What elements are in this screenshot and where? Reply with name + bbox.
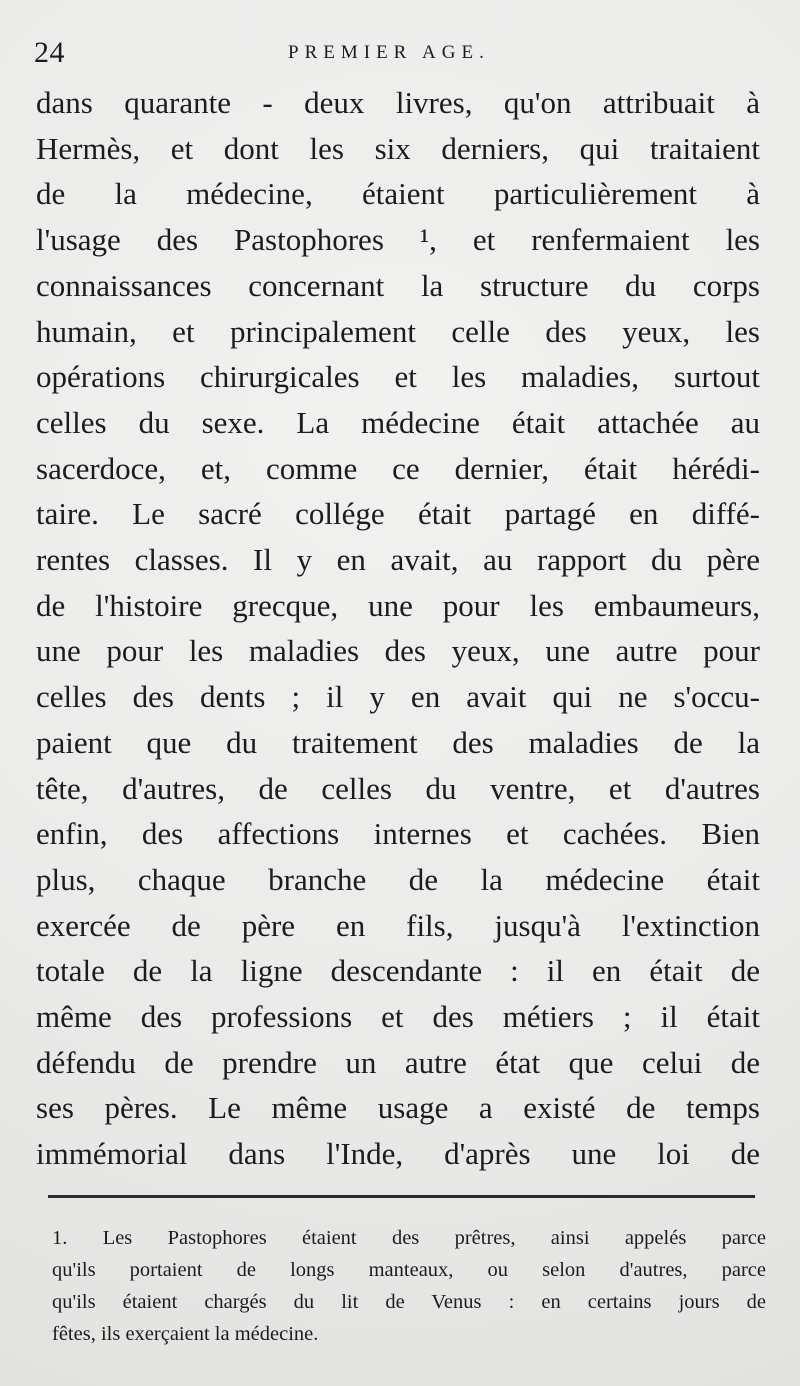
text-line: paient que du traitement des maladies de la <box>36 724 760 760</box>
footnote-line: qu'ils portaient de longs manteaux, ou selon d'autres, parce <box>52 1259 766 1281</box>
page-header <box>34 36 764 86</box>
footnote-line: qu'ils étaient chargés du lit de Venus : en certains jours de <box>52 1291 766 1313</box>
footnote-line: 1. Les Pastophores étaient des prêtres, ainsi appelés parce <box>52 1227 766 1249</box>
text-line: de l'histoire grecque, une pour les embaumeurs, <box>36 587 760 623</box>
text-line: celles du sexe. La médecine était attachée au <box>36 404 760 440</box>
text-line: immémorial dans l'Inde, d'après une loi de <box>36 1136 760 1172</box>
text-line: tête, d'autres, de celles du ventre, et d'autres <box>36 770 760 806</box>
text-line: ses pères. Le même usage a existé de temps <box>36 1090 760 1126</box>
text-line: humain, et principalement celle des yeux, les <box>36 313 760 349</box>
text-line: enfin, des affections internes et cachées. Bien <box>36 816 760 852</box>
page-number: 24 <box>34 36 65 69</box>
footnote-divider <box>48 1195 755 1198</box>
text-line: une pour les maladies des yeux, une autre pour <box>36 633 760 669</box>
text-line: plus, chaque branche de la médecine était <box>36 861 760 897</box>
text-line: exercée de père en fils, jusqu'à l'extinction <box>36 907 760 943</box>
text-line: totale de la ligne descendante : il en était de <box>36 953 760 989</box>
main-text <box>36 80 760 1177</box>
text-line: dans quarante - deux livres, qu'on attribuait à <box>36 85 760 120</box>
text-line: connaissances concernant la structure du corps <box>36 267 760 303</box>
text-line: même des professions et des métiers ; il était <box>36 999 760 1035</box>
text-line: opérations chirurgicales et les maladies, surtout <box>36 359 760 395</box>
footnote <box>52 1222 766 1350</box>
text-line: défendu de prendre un autre état que celui de <box>36 1044 760 1080</box>
running-head: PREMIER AGE. <box>288 42 490 63</box>
text-line: sacerdoce, et, comme ce dernier, était hérédi- <box>36 450 760 486</box>
text-line: celles des dents ; il y en avait qui ne s'occu- <box>36 679 760 715</box>
text-line: l'usage des Pastophores ¹, et renfermaient les <box>36 222 760 258</box>
text-line: rentes classes. Il y en avait, au rapport du père <box>36 542 760 578</box>
footnote-line: fêtes, ils exerçaient la médecine. <box>52 1323 319 1345</box>
text-line: Hermès, et dont les six derniers, qui traitaient <box>36 130 760 166</box>
text-line: taire. Le sacré collége était partagé en diffé- <box>36 496 760 532</box>
text-line: de la médecine, étaient particulièrement à <box>36 176 760 212</box>
